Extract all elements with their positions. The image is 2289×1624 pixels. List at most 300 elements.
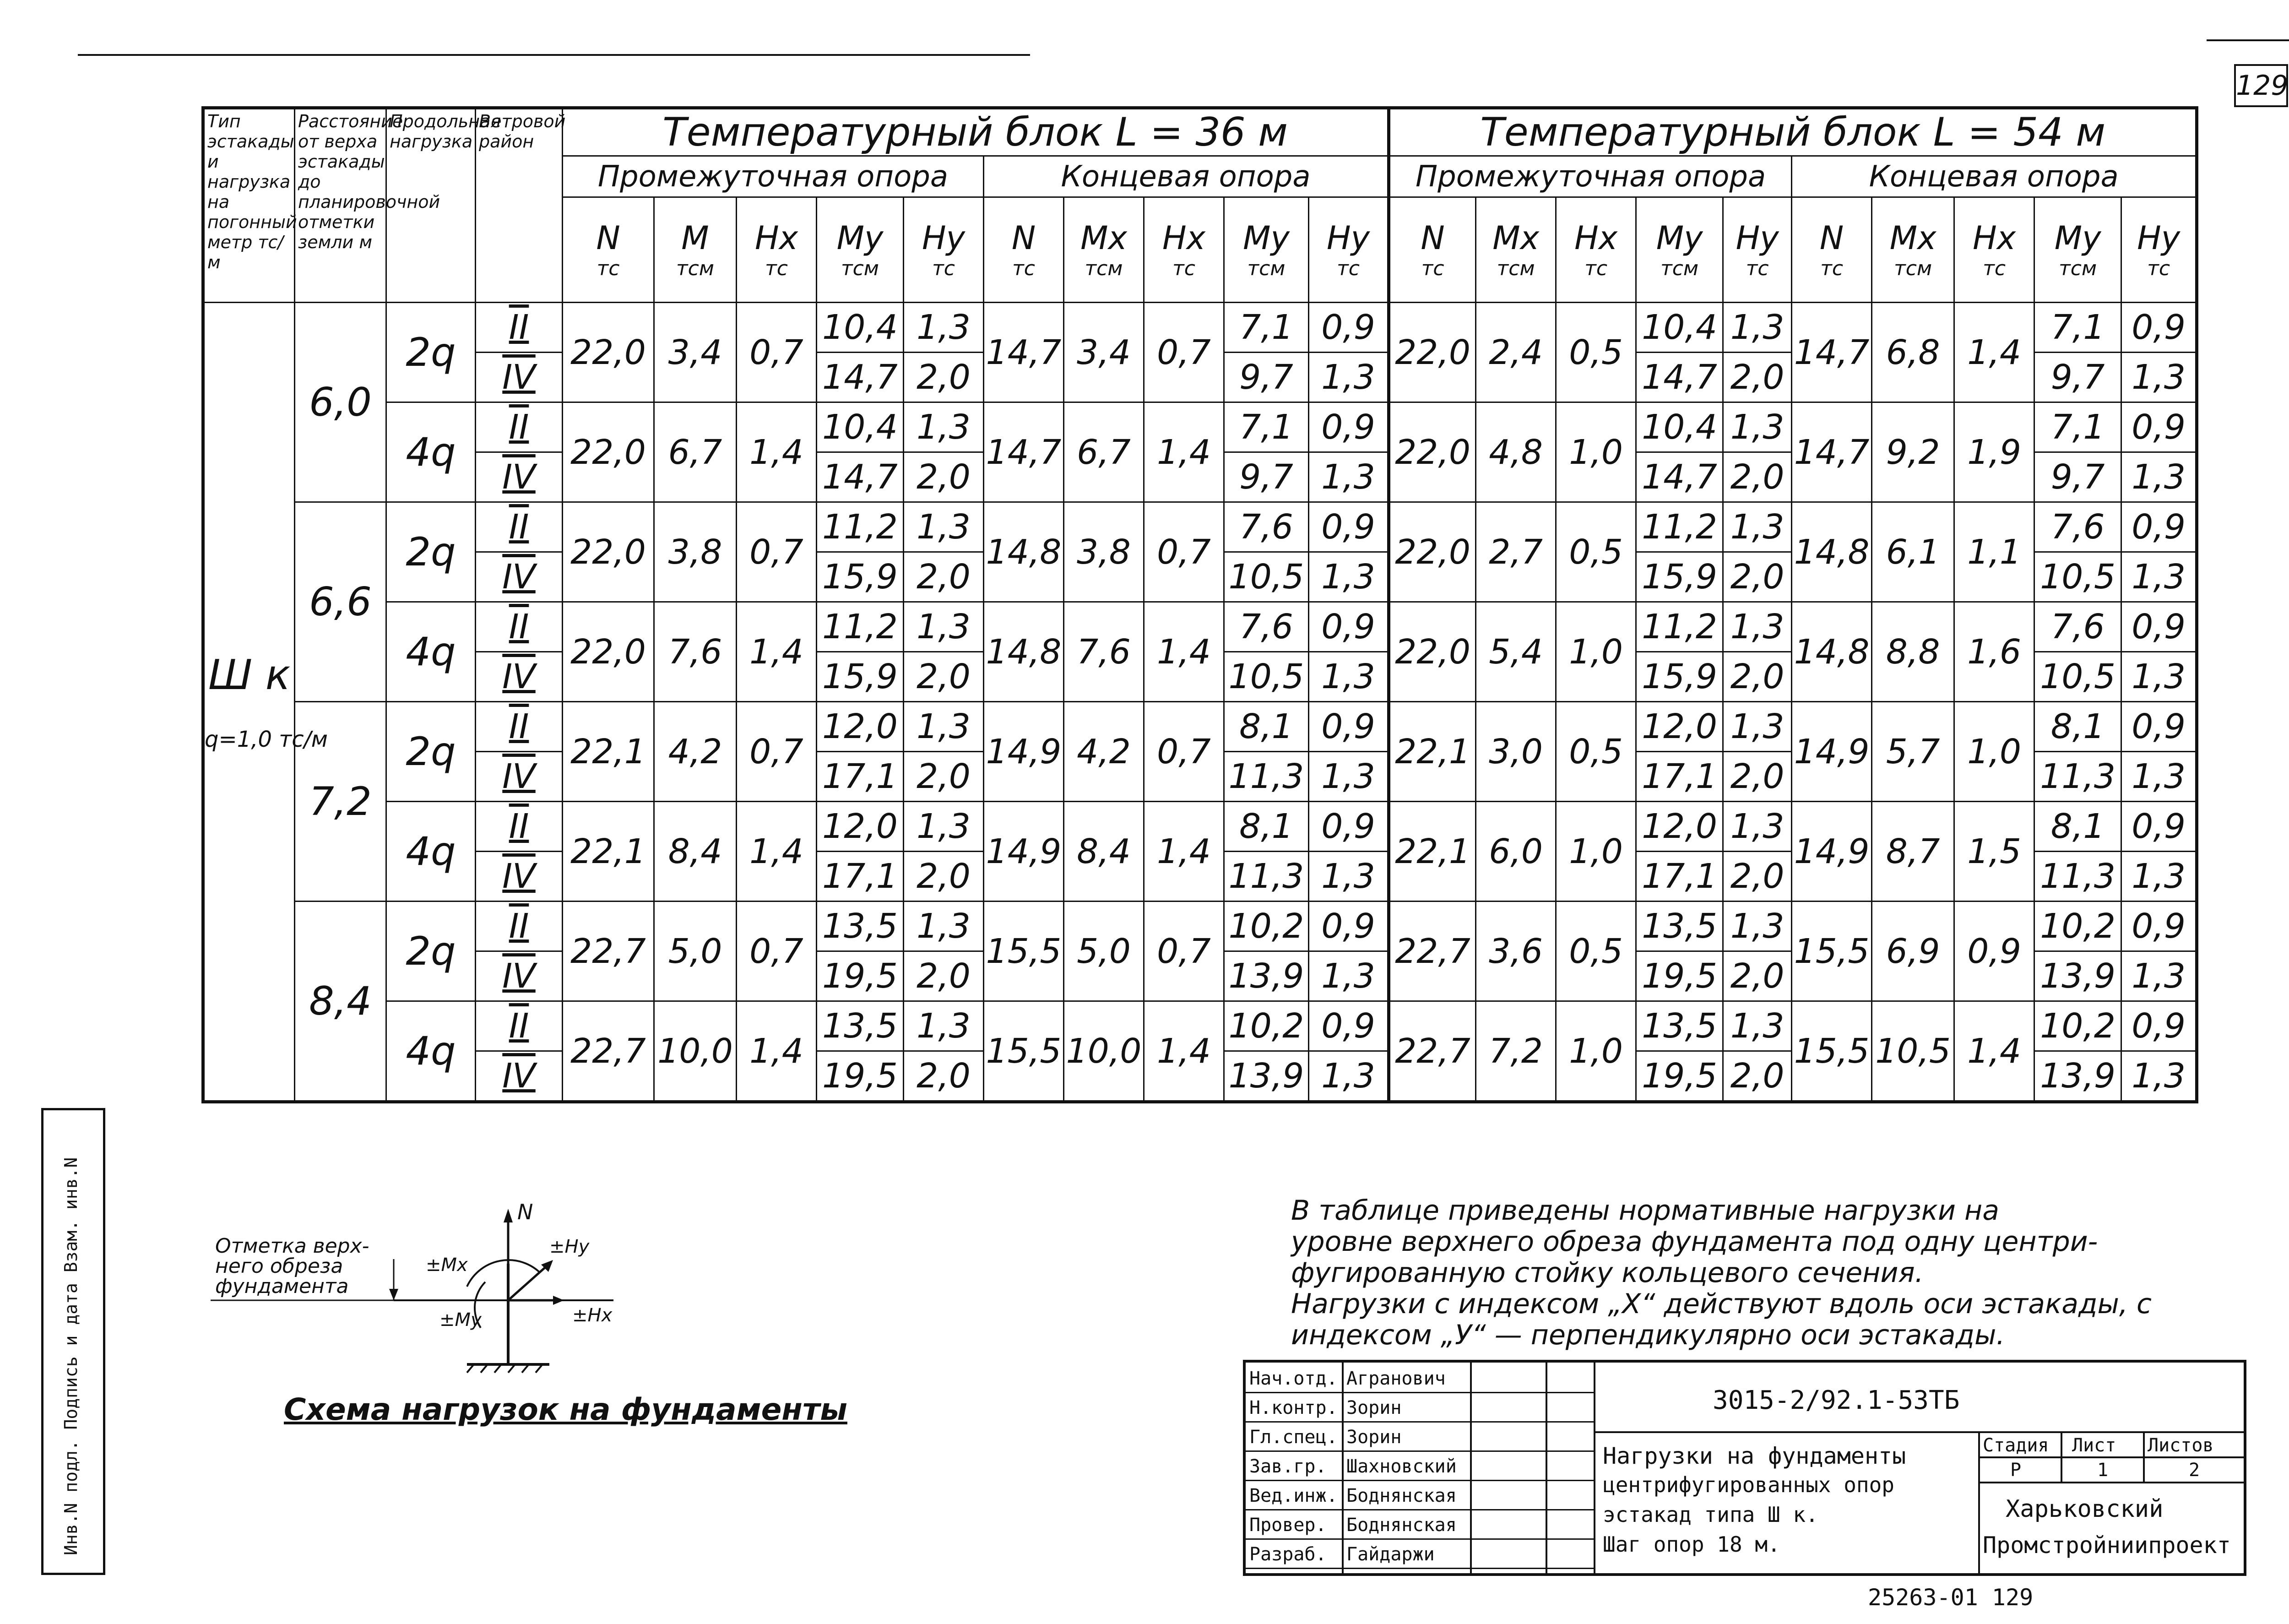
header-col-n: [563, 197, 654, 303]
title-line-3: эстакад типа Ш к.: [1603, 1502, 1818, 1527]
value-cell: 2,7: [1476, 502, 1556, 602]
wind-cell: II: [476, 303, 563, 353]
title-row-line: [1246, 1421, 1594, 1423]
column-unit: тсм: [1085, 257, 1123, 280]
value-cell: 1,3: [1309, 353, 1389, 402]
value-cell: 1,3: [904, 602, 984, 652]
type-label: Ш к: [208, 651, 291, 699]
value-cell: 1,0: [1954, 702, 2034, 802]
name-cell: Агранович: [1346, 1368, 1446, 1389]
value-cell: 10,0: [654, 1001, 737, 1102]
type-cell: [203, 303, 328, 1102]
header-long-load: Продольная нагрузка: [386, 108, 476, 303]
column-symbol: Hy: [2137, 219, 2181, 257]
loads-table: [201, 106, 2198, 1103]
value-cell: 7,6: [1224, 502, 1309, 552]
sheets-value: 2: [2189, 1460, 2200, 1481]
role-cell: Разраб.: [1249, 1544, 1327, 1565]
value-cell: 22,1: [563, 802, 654, 902]
value-cell: 0,9: [1309, 502, 1389, 552]
value-cell: 0,9: [1309, 303, 1389, 353]
value-cell: 1,3: [1723, 502, 1792, 552]
value-cell: 1,4: [737, 602, 817, 702]
value-cell: 13,5: [817, 902, 904, 951]
value-cell: 2,0: [904, 552, 984, 602]
value-cell: 14,7: [817, 353, 904, 402]
value-cell: 1,4: [1144, 602, 1224, 702]
value-cell: 1,4: [1144, 1001, 1224, 1102]
wind-cell: II: [476, 1001, 563, 1051]
value-cell: 1,6: [1954, 602, 2034, 702]
column-unit: тсм: [1247, 257, 1286, 280]
value-cell: 0,7: [1144, 902, 1224, 1001]
note-line-5: индексом „У“ — перпендикулярно оси эстакады.: [1291, 1319, 2005, 1351]
value-cell: 14,8: [984, 602, 1064, 702]
value-cell: 10,5: [2034, 652, 2121, 702]
value-cell: 13,5: [1636, 902, 1723, 951]
footer-code: 25263-01 129: [1868, 1584, 2034, 1611]
column-unit: тс: [765, 257, 788, 280]
long-load-cell: 2q: [386, 902, 476, 1001]
value-cell: 14,7: [1792, 303, 1872, 402]
column-unit: тс: [1172, 257, 1195, 280]
value-cell: 11,2: [817, 602, 904, 652]
value-cell: 22,0: [1389, 402, 1476, 502]
wind-cell: IV: [476, 552, 563, 602]
value-cell: 15,5: [984, 1001, 1064, 1102]
org-line-2: Промстройниипроект: [1983, 1532, 2231, 1559]
value-cell: 11,3: [2034, 852, 2121, 902]
column-unit: тс: [1746, 257, 1769, 280]
value-cell: 17,1: [1636, 852, 1723, 902]
stage-label: Стадия: [1983, 1435, 2049, 1456]
role-cell: Вед.инж.: [1249, 1485, 1338, 1506]
value-cell: 22,7: [563, 902, 654, 1001]
value-cell: 2,0: [904, 951, 984, 1001]
role-cell: Провер.: [1249, 1515, 1327, 1536]
title-line-4: Шаг опор 18 м.: [1603, 1532, 1780, 1557]
value-cell: 22,7: [563, 1001, 654, 1102]
value-cell: 15,9: [1636, 552, 1723, 602]
value-cell: 0,5: [1556, 902, 1636, 1001]
value-cell: 1,4: [1954, 1001, 2034, 1102]
value-cell: 6,8: [1872, 303, 1954, 402]
value-cell: 10,4: [1636, 402, 1723, 452]
value-cell: 22,0: [563, 502, 654, 602]
column-unit: тс: [1584, 257, 1608, 280]
long-load-cell: 4q: [386, 1001, 476, 1102]
value-cell: 22,0: [563, 602, 654, 702]
value-cell: 19,5: [1636, 1051, 1723, 1102]
header-col-hy: [1723, 197, 1792, 303]
note-line-3: фугированную стойку кольцевого сечения.: [1291, 1257, 1924, 1289]
load-scheme: [211, 1190, 852, 1447]
column-unit: тсм: [1660, 257, 1699, 280]
value-cell: 5,0: [654, 902, 737, 1001]
column-unit: тс: [932, 257, 955, 280]
header-end-support: Концевая опора: [984, 156, 1389, 197]
value-cell: 1,4: [737, 402, 817, 502]
value-cell: 11,2: [1636, 502, 1723, 552]
column-symbol: Hx: [754, 219, 798, 257]
title-line-2: центрифугированных опор: [1603, 1472, 1894, 1497]
value-cell: 15,9: [817, 652, 904, 702]
value-cell: 10,4: [1636, 303, 1723, 353]
header-col-mx: [1476, 197, 1556, 303]
title-row-line: [1246, 1568, 1594, 1569]
value-cell: 10,4: [817, 303, 904, 353]
value-cell: 13,5: [1636, 1001, 1723, 1051]
wind-cell: IV: [476, 1051, 563, 1102]
value-cell: 2,0: [904, 1051, 984, 1102]
wind-cell: II: [476, 402, 563, 452]
page-number: 129: [2234, 64, 2288, 107]
value-cell: 4,2: [654, 702, 737, 802]
value-cell: 0,7: [1144, 702, 1224, 802]
drawing-code: 3015-2/92.1-53ТБ: [1713, 1385, 1960, 1415]
value-cell: 1,3: [1723, 402, 1792, 452]
value-cell: 22,1: [1389, 802, 1476, 902]
column-unit: тсм: [1894, 257, 1932, 280]
value-cell: 1,9: [1954, 402, 2034, 502]
value-cell: 8,1: [1224, 802, 1309, 852]
wind-cell: IV: [476, 652, 563, 702]
side-stamp: [41, 1108, 105, 1575]
value-cell: 3,8: [654, 502, 737, 602]
value-cell: 1,0: [1556, 802, 1636, 902]
value-cell: 10,2: [2034, 902, 2121, 951]
value-cell: 17,1: [817, 852, 904, 902]
value-cell: 22,7: [1389, 902, 1476, 1001]
value-cell: 1,3: [904, 802, 984, 852]
value-cell: 11,3: [1224, 852, 1309, 902]
column-symbol: N: [1819, 219, 1844, 257]
column-unit: тс: [1337, 257, 1360, 280]
value-cell: 2,0: [904, 652, 984, 702]
long-load-cell: 2q: [386, 502, 476, 602]
value-cell: 1,3: [1723, 702, 1792, 752]
column-unit: тсм: [676, 257, 714, 280]
scheme-label-3: фундамента: [215, 1275, 349, 1298]
value-cell: 1,0: [1556, 1001, 1636, 1102]
value-cell: 2,4: [1476, 303, 1556, 402]
value-cell: 2,0: [1723, 652, 1792, 702]
value-cell: 14,7: [984, 402, 1064, 502]
title-row-line: [1246, 1450, 1594, 1452]
value-cell: 2,0: [1723, 552, 1792, 602]
value-cell: 10,2: [1224, 902, 1309, 951]
value-cell: 6,9: [1872, 902, 1954, 1001]
value-cell: 1,3: [1723, 303, 1792, 353]
value-cell: 2,0: [1723, 452, 1792, 502]
value-cell: 0,9: [2121, 402, 2197, 452]
header-col-hy: [904, 197, 984, 303]
value-cell: 2,0: [904, 353, 984, 402]
title-block: [1243, 1360, 2246, 1576]
name-cell: Шахновский: [1346, 1456, 1457, 1477]
value-cell: 0,7: [737, 502, 817, 602]
column-symbol: Hy: [1327, 219, 1370, 257]
column-symbol: Hy: [922, 219, 966, 257]
header-col-n: [1389, 197, 1476, 303]
value-cell: 19,5: [817, 951, 904, 1001]
value-cell: 2,0: [1723, 951, 1792, 1001]
title-row-line: [1246, 1480, 1594, 1481]
long-load-cell: 2q: [386, 702, 476, 802]
wind-cell: II: [476, 902, 563, 951]
value-cell: 8,4: [654, 802, 737, 902]
header-distance: Расстояние от верха эстакады до планировочной отметки земли м: [295, 108, 386, 303]
value-cell: 1,3: [2121, 951, 2197, 1001]
sheet-value: 1: [2097, 1460, 2109, 1481]
header-block-36: Температурный блок L = 36 м: [563, 108, 1389, 156]
header-col-mx: [1064, 197, 1144, 303]
value-cell: 7,2: [1476, 1001, 1556, 1102]
value-cell: 0,5: [1556, 702, 1636, 802]
scheme-label: [215, 1236, 369, 1297]
column-symbol: Hx: [1162, 219, 1206, 257]
value-cell: 22,0: [1389, 502, 1476, 602]
value-cell: 22,0: [563, 303, 654, 402]
value-cell: 0,9: [2121, 502, 2197, 552]
value-cell: 11,3: [2034, 752, 2121, 802]
role-cell: Зав.гр.: [1249, 1456, 1327, 1477]
value-cell: 10,5: [2034, 552, 2121, 602]
scheme-Hx: ±Hx: [572, 1305, 613, 1326]
value-cell: 2,0: [1723, 1051, 1792, 1102]
long-load-cell: 4q: [386, 602, 476, 702]
wind-cell: II: [476, 602, 563, 652]
value-cell: 1,3: [1723, 602, 1792, 652]
value-cell: 0,9: [1309, 902, 1389, 951]
value-cell: 0,7: [1144, 502, 1224, 602]
value-cell: 1,4: [1954, 303, 2034, 402]
note-line-4: Нагрузки с индексом „X“ действуют вдоль оси эстакады, с: [1291, 1288, 2152, 1320]
value-cell: 15,5: [984, 902, 1064, 1001]
value-cell: 8,4: [1064, 802, 1144, 902]
value-cell: 0,9: [1954, 902, 2034, 1001]
height-cell: 6,0: [295, 303, 386, 502]
value-cell: 1,3: [1723, 802, 1792, 852]
value-cell: 1,3: [1309, 1051, 1389, 1102]
header-col-n: [1792, 197, 1872, 303]
value-cell: 9,7: [2034, 353, 2121, 402]
value-cell: 11,3: [1224, 752, 1309, 802]
value-cell: 0,9: [2121, 303, 2197, 353]
value-cell: 1,4: [1144, 402, 1224, 502]
column-symbol: Hx: [1574, 219, 1618, 257]
value-cell: 12,0: [817, 702, 904, 752]
header-col-hy: [2121, 197, 2197, 303]
column-unit: тс: [1820, 257, 1844, 280]
value-cell: 1,4: [737, 802, 817, 902]
value-cell: 1,3: [1309, 752, 1389, 802]
value-cell: 14,7: [1636, 452, 1723, 502]
value-cell: 1,3: [1723, 1001, 1792, 1051]
value-cell: 1,3: [1309, 951, 1389, 1001]
column-unit: тс: [1012, 257, 1035, 280]
header-col-my: [1224, 197, 1309, 303]
value-cell: 0,7: [737, 303, 817, 402]
value-cell: 0,9: [1309, 602, 1389, 652]
value-cell: 5,0: [1064, 902, 1144, 1001]
value-cell: 7,6: [2034, 502, 2121, 552]
wind-cell: IV: [476, 951, 563, 1001]
value-cell: 1,4: [1144, 802, 1224, 902]
value-cell: 13,9: [2034, 1051, 2121, 1102]
value-cell: 22,1: [1389, 702, 1476, 802]
wind-cell: IV: [476, 852, 563, 902]
column-symbol: Hy: [1736, 219, 1779, 257]
value-cell: 22,0: [1389, 602, 1476, 702]
scheme-label-2: него обреза: [215, 1255, 343, 1278]
value-cell: 5,4: [1476, 602, 1556, 702]
value-cell: 1,0: [1556, 402, 1636, 502]
value-cell: 10,5: [1224, 552, 1309, 602]
value-cell: 1,3: [2121, 1051, 2197, 1102]
value-cell: 7,6: [1224, 602, 1309, 652]
header-col-my: [817, 197, 904, 303]
value-cell: 1,3: [1309, 852, 1389, 902]
value-cell: 14,7: [1792, 402, 1872, 502]
value-cell: 4,8: [1476, 402, 1556, 502]
column-unit: тс: [2147, 257, 2170, 280]
header-col-hx: [1144, 197, 1224, 303]
name-cell: Зорин: [1346, 1397, 1402, 1418]
name-cell: Боднянская: [1346, 1485, 1457, 1506]
wind-cell: IV: [476, 452, 563, 502]
value-cell: 10,2: [2034, 1001, 2121, 1051]
value-cell: 14,8: [1792, 502, 1872, 602]
value-cell: 10,5: [1872, 1001, 1954, 1102]
sheets-label: Листов: [2148, 1435, 2214, 1456]
wind-cell: II: [476, 502, 563, 552]
value-cell: 15,9: [817, 552, 904, 602]
header-col-n: [984, 197, 1064, 303]
value-cell: 22,0: [563, 402, 654, 502]
frame-top-line: [78, 54, 1030, 56]
value-cell: 10,5: [1224, 652, 1309, 702]
value-cell: 14,7: [984, 303, 1064, 402]
value-cell: 1,3: [2121, 552, 2197, 602]
value-cell: 7,6: [654, 602, 737, 702]
value-cell: 7,1: [2034, 303, 2121, 353]
value-cell: 1,4: [737, 1001, 817, 1102]
note-line-1: В таблице приведены нормативные нагрузки на: [1291, 1195, 2000, 1227]
value-cell: 11,2: [817, 502, 904, 552]
value-cell: 0,9: [2121, 702, 2197, 752]
value-cell: 7,6: [1064, 602, 1144, 702]
value-cell: 0,9: [2121, 1001, 2197, 1051]
value-cell: 0,5: [1556, 303, 1636, 402]
value-cell: 0,9: [2121, 802, 2197, 852]
column-symbol: Mx: [1889, 219, 1936, 257]
value-cell: 9,2: [1872, 402, 1954, 502]
value-cell: 22,0: [1389, 303, 1476, 402]
value-cell: 6,0: [1476, 802, 1556, 902]
column-unit: тсм: [841, 257, 879, 280]
header-wind: Ветровой район: [476, 108, 563, 303]
value-cell: 1,3: [2121, 852, 2197, 902]
height-cell: 7,2: [295, 702, 386, 902]
long-load-cell: 4q: [386, 802, 476, 902]
value-cell: 3,6: [1476, 902, 1556, 1001]
value-cell: 0,9: [2121, 902, 2197, 951]
value-cell: 9,7: [1224, 452, 1309, 502]
value-cell: 17,1: [817, 752, 904, 802]
value-cell: 8,7: [1872, 802, 1954, 902]
value-cell: 6,7: [654, 402, 737, 502]
header-col-m: [654, 197, 737, 303]
value-cell: 14,7: [817, 452, 904, 502]
scheme-Hy: ±Hy: [549, 1236, 590, 1257]
value-cell: 14,9: [1792, 702, 1872, 802]
value-cell: 2,0: [1723, 752, 1792, 802]
wind-cell: II: [476, 702, 563, 752]
column-symbol: Hx: [1973, 219, 2016, 257]
scheme-N: N: [517, 1200, 533, 1224]
type-load: q=1,0 тс/м: [205, 727, 328, 752]
column-symbol: My: [2054, 219, 2101, 257]
value-cell: 0,5: [1556, 502, 1636, 602]
value-cell: 3,0: [1476, 702, 1556, 802]
column-symbol: Mx: [1492, 219, 1540, 257]
role-cell: Нач.отд.: [1249, 1368, 1338, 1389]
value-cell: 15,5: [1792, 1001, 1872, 1102]
column-symbol: N: [596, 219, 620, 257]
value-cell: 1,0: [1556, 602, 1636, 702]
column-symbol: My: [836, 219, 884, 257]
scheme-label-1: Отметка верх-: [215, 1234, 369, 1258]
column-symbol: M: [681, 219, 709, 257]
wind-cell: IV: [476, 353, 563, 402]
value-cell: 0,9: [1309, 402, 1389, 452]
value-cell: 1,3: [904, 902, 984, 951]
header-col-my: [2034, 197, 2121, 303]
value-cell: 1,1: [1954, 502, 2034, 602]
value-cell: 14,8: [984, 502, 1064, 602]
value-cell: 13,9: [1224, 1051, 1309, 1102]
value-cell: 15,5: [1792, 902, 1872, 1001]
value-cell: 1,3: [904, 402, 984, 452]
sheet-label: Лист: [2072, 1435, 2116, 1456]
scheme-caption: Схема нагрузок на фундаменты: [284, 1392, 847, 1427]
height-cell: 8,4: [295, 902, 386, 1102]
value-cell: 1,3: [1723, 902, 1792, 951]
title-row-line: [1246, 1509, 1594, 1510]
value-cell: 1,3: [904, 303, 984, 353]
column-unit: тс: [1421, 257, 1444, 280]
value-cell: 8,1: [2034, 802, 2121, 852]
value-cell: 2,0: [904, 752, 984, 802]
value-cell: 22,1: [563, 702, 654, 802]
header-end-support: Концевая опора: [1792, 156, 2197, 197]
header-col-mx: [1872, 197, 1954, 303]
column-symbol: My: [1656, 219, 1703, 257]
column-symbol: My: [1243, 219, 1290, 257]
scheme-My: ±My: [439, 1309, 482, 1331]
title-row-line: [1246, 1538, 1594, 1540]
value-cell: 1,5: [1954, 802, 2034, 902]
value-cell: 3,4: [654, 303, 737, 402]
value-cell: 1,3: [1309, 452, 1389, 502]
value-cell: 19,5: [817, 1051, 904, 1102]
value-cell: 19,5: [1636, 951, 1723, 1001]
value-cell: 10,0: [1064, 1001, 1144, 1102]
value-cell: 2,0: [1723, 852, 1792, 902]
header-col-hx: [1556, 197, 1636, 303]
value-cell: 1,3: [1309, 652, 1389, 702]
